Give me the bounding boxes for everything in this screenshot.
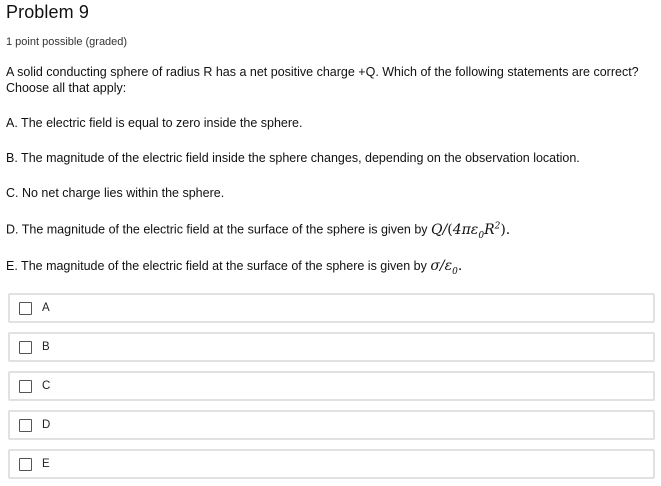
statement-d-text: D. The magnitude of the electric field at the surface of the sphere is given by (6, 222, 428, 237)
statement-b: B. The magnitude of the electric field inside the sphere changes, depending on the observation location. (6, 151, 580, 165)
option-b[interactable] (8, 332, 655, 362)
option-b-label[interactable]: B (42, 341, 50, 353)
option-e-label[interactable]: E (42, 458, 50, 470)
option-a-checkbox[interactable] (19, 302, 32, 315)
option-e-checkbox[interactable] (19, 458, 32, 471)
statement-c: C. No net charge lies within the sphere. (6, 186, 225, 200)
statement-e (6, 258, 462, 277)
option-b-checkbox[interactable] (19, 341, 32, 354)
statement-e-text: E. The magnitude of the electric field at the surface of the sphere is given by (6, 259, 427, 273)
statement-d (6, 221, 510, 240)
option-c-checkbox[interactable] (19, 380, 32, 393)
option-c-label[interactable]: C (42, 380, 51, 392)
question-text: A solid conducting sphere of radius R has a net positive charge +Q. Which of the following statements are correct? Choose all that apply: (6, 65, 639, 95)
statement-d-formula: $Q/(4\pi\varepsilon_0R^2)$. (431, 221, 511, 241)
statement-a: A. The electric field is equal to zero inside the sphere. (6, 116, 303, 130)
option-e[interactable] (8, 449, 655, 479)
statement-e-formula: $\sigma/\varepsilon_0$. (430, 258, 463, 277)
option-a[interactable] (8, 293, 655, 323)
option-d[interactable] (8, 410, 655, 440)
problem-title: Problem 9 (6, 2, 89, 22)
option-c[interactable] (8, 371, 655, 401)
option-d-label[interactable]: D (42, 419, 51, 431)
option-a-label[interactable]: A (42, 302, 50, 314)
option-d-checkbox[interactable] (19, 419, 32, 432)
points-info: 1 point possible (graded) (6, 36, 128, 48)
